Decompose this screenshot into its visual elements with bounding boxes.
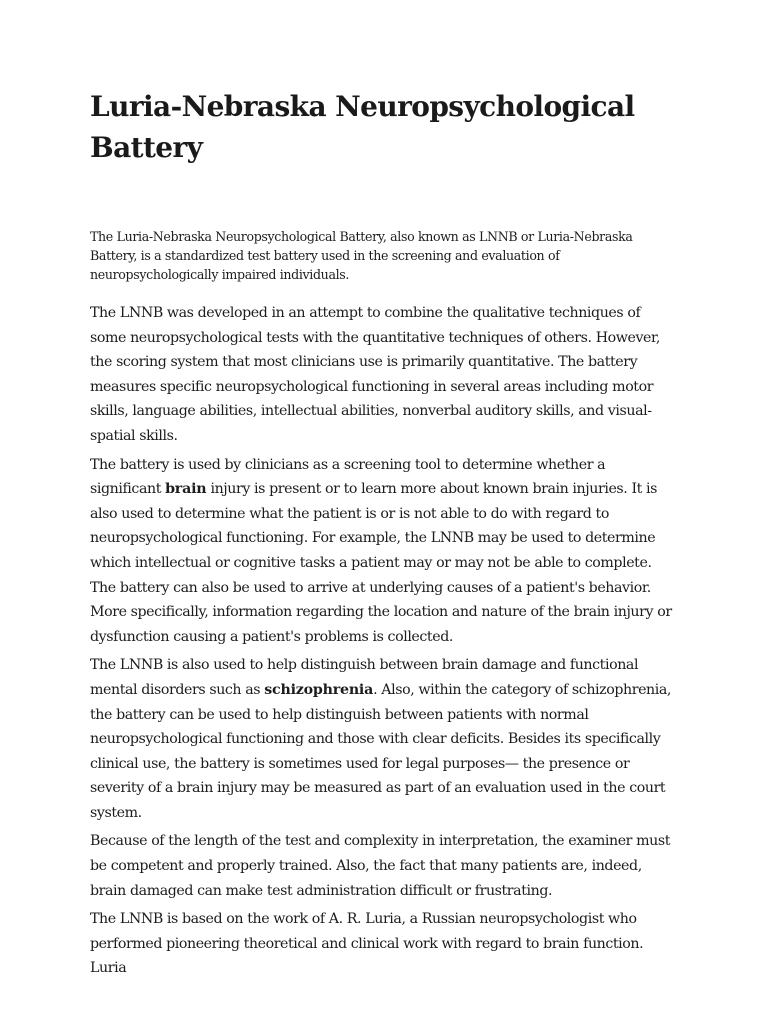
paragraph-screening-tool	[90, 453, 680, 650]
keyword-schizophrenia: schizophrenia	[264, 681, 374, 698]
document-page	[90, 86, 680, 981]
keyword-brain: brain	[165, 481, 207, 498]
intro-paragraph: The Luria-Nebraska Neuropsychological Battery, also known as LNNB or Luria-Nebraska Battery, is a standardized test battery used in the screening and evaluation of neuropsychologically impaired individuals.	[90, 229, 633, 282]
paragraph-text: The LNNB is also used to help distinguish between brain damage and functional mental disorders such as	[90, 657, 639, 698]
paragraph-text: . Also, within the category of schizophrenia, the battery can be used to help distinguish between patients with normal neuropsychological functioning and those with clear deficits. Besides its specifically clinical use, the battery is sometimes used for legal purposes— the presence or severity of a brain injury may be measured as part of an evaluation used in the court system.	[90, 681, 672, 821]
paragraph-examiner: Because of the length of the test and complexity in interpretation, the examiner must be competent and properly trained. Also, the fact that many patients are, indeed, brain damaged can make test administration difficult or frustrating.	[90, 833, 671, 899]
paragraph-luria-origin: The LNNB is based on the work of A. R. Luria, a Russian neuropsychologist who performed pioneering theoretical and clinical work with regard to brain function. Luria	[90, 911, 644, 977]
document-title: Luria-Nebraska Neuropsychological Battery	[90, 90, 635, 164]
paragraph-text: The battery is used by clinicians as a screening tool to determine whether a significant	[90, 456, 606, 498]
paragraph-development: The LNNB was developed in an attempt to combine the qualitative techniques of some neuropsychological tests with the quantitative techniques of others. However, the scoring system that most clinicians use is primarily quantitative. The battery measures specific neuropsychological functioning in several areas including motor skills, language abilities, intellectual abilities, nonverbal auditory skills, and visual-spatial skills.	[90, 305, 660, 444]
paragraph-schizophrenia	[90, 653, 680, 825]
paragraph-text: injury is present or to learn more about known brain injuries. It is also used to determine what the patient is or is not able to do with regard to neuropsychological functioning. For example, the LNNB may be used to determine which intellectual or cognitive tasks a patient may or may not be able to complete. The battery can also be used to arrive at underlying causes of a patient's behavior. More specifically, information regarding the location and nature of the brain injury or dysfunction causing a patient's problems is collected.	[90, 481, 672, 645]
